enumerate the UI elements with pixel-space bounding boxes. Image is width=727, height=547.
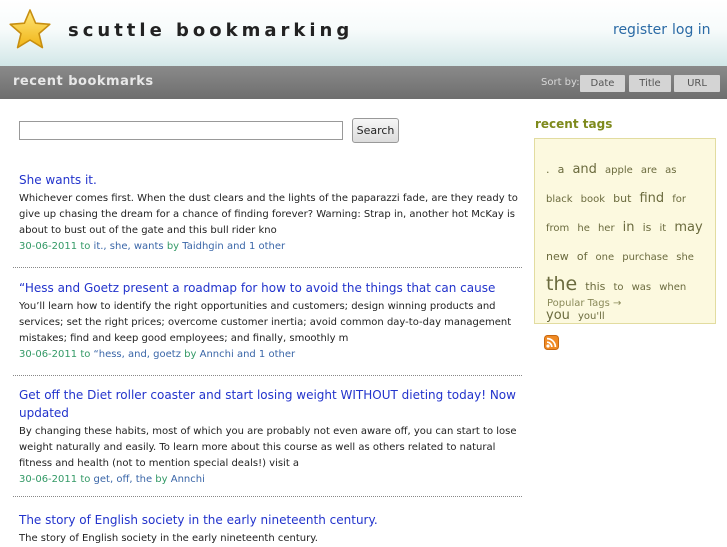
bookmark-by: by — [155, 474, 168, 485]
tag-link[interactable]: may — [674, 220, 703, 235]
tag-link[interactable]: this — [585, 280, 606, 293]
bookmark-meta — [19, 239, 522, 255]
rss-icon[interactable] — [544, 335, 559, 350]
section-title: recent bookmarks — [13, 74, 154, 89]
tag-link[interactable]: it — [659, 223, 667, 234]
tag-link[interactable]: of — [576, 250, 588, 263]
login-link[interactable]: log in — [672, 22, 711, 38]
recent-tags-heading: recent tags — [535, 117, 613, 131]
tag-link[interactable]: for — [672, 194, 687, 205]
bookmark-item — [13, 386, 522, 497]
tag-link[interactable]: and — [572, 162, 597, 177]
bookmark-to: to — [80, 349, 91, 360]
section-bar — [0, 66, 727, 99]
tag-link[interactable]: the — [546, 273, 578, 295]
tag-link[interactable]: he — [577, 223, 590, 234]
bookmark-user-link[interactable]: Taidhgin — [182, 241, 224, 252]
bookmark-description: You’ll learn how to identify the right opportunities and customers; design winning products and services; set the right prices; overcome customer inertia; avoid common day-to-day management mistakes; find and keep good employees; and finally, smoothly m — [19, 301, 512, 344]
tag-link[interactable]: in — [622, 220, 635, 235]
bookmark-item — [13, 279, 522, 376]
bookmark-title-link[interactable]: Get off the Diet roller coaster and start losing weight WITHOUT dieting today! Now updated — [19, 388, 516, 420]
tag-link[interactable]: from — [546, 223, 570, 234]
tag-link[interactable]: purchase — [622, 252, 669, 263]
tag-link[interactable]: her — [597, 223, 615, 234]
tag-link[interactable]: one — [595, 252, 615, 263]
bookmark-date: 30-06-2011 — [19, 474, 78, 485]
sort-url-button[interactable]: URL — [674, 75, 720, 92]
tag-link[interactable]: when — [659, 282, 687, 293]
tag-cloud — [534, 138, 716, 324]
bookmark-to: to — [80, 241, 91, 252]
search-button[interactable]: Search — [352, 118, 399, 143]
tag-link[interactable]: find — [639, 191, 665, 206]
bookmark-by: by — [166, 241, 180, 252]
bookmark-meta — [19, 472, 522, 488]
bookmark-item — [13, 171, 522, 268]
bookmark-item — [13, 511, 522, 545]
register-link[interactable]: register — [613, 22, 667, 38]
tag-link[interactable]: as — [665, 165, 677, 176]
search-input[interactable] — [19, 121, 343, 140]
bookmark-tags-link[interactable]: it., she, wants — [93, 241, 164, 252]
bookmark-tags-link[interactable]: “hess, and, goetz — [93, 349, 181, 360]
tag-link[interactable]: but — [613, 192, 632, 205]
star-icon[interactable] — [7, 7, 53, 53]
sort-date-button[interactable]: Date — [580, 75, 625, 92]
tag-link[interactable]: book — [580, 194, 606, 205]
sort-label: Sort by: — [541, 77, 580, 88]
bookmark-others-link[interactable]: and 1 other — [236, 349, 296, 360]
popular-tags-link[interactable]: Popular Tags → — [547, 298, 622, 309]
bookmark-date: 30-06-2011 — [19, 241, 78, 252]
bookmark-to: to — [80, 474, 91, 485]
tag-link[interactable]: . — [546, 163, 550, 176]
tag-link[interactable]: are — [640, 165, 658, 176]
bookmark-title-link[interactable]: The story of English society in the early nineteenth century. — [19, 513, 378, 527]
tag-link[interactable]: was — [631, 282, 652, 293]
site-title[interactable]: scuttle bookmarking — [68, 20, 354, 41]
bookmark-meta — [19, 347, 522, 363]
tag-link[interactable]: apple — [605, 165, 633, 176]
bookmark-user-link[interactable]: Annchi — [199, 349, 234, 360]
tag-link[interactable]: is — [642, 221, 652, 234]
bookmark-description: The story of English society in the early nineteenth century. — [19, 533, 318, 544]
bookmark-others-link[interactable]: and 1 other — [226, 241, 286, 252]
tag-link[interactable]: to — [613, 282, 624, 293]
tag-link[interactable]: you'll — [577, 311, 605, 322]
tag-link[interactable]: new — [546, 250, 569, 263]
bookmark-by: by — [184, 349, 197, 360]
bookmark-title-link[interactable]: She wants it. — [19, 173, 97, 187]
tag-link[interactable]: she — [676, 252, 694, 263]
bookmark-user-link[interactable]: Annchi — [170, 474, 205, 485]
bookmark-description: Whichever comes first. When the dust clears and the lights of the paparazzi fade, are they ready to give up chasing the dream for a chance of finding forever? Warning: Strap in, another hot McKay is about to bust out of the gate and this bull rider kno — [19, 193, 518, 236]
header — [0, 0, 727, 66]
bookmark-tags-link[interactable]: get, off, the — [93, 474, 153, 485]
tag-link[interactable]: a — [557, 163, 565, 176]
bookmark-date: 30-06-2011 — [19, 349, 78, 360]
tag-link[interactable]: you — [546, 308, 570, 323]
sort-title-button[interactable]: Title — [629, 75, 671, 92]
tag-link[interactable]: black — [546, 194, 573, 205]
bookmark-description: By changing these habits, most of which you are probably not even aware off, you can start to lose weight naturally and easily. To learn more about this course as well as others related to natural fitness and health (not to mention special deals!) visit a — [19, 426, 517, 469]
bookmark-title-link[interactable]: “Hess and Goetz present a roadmap for how to avoid the things that can cause — [19, 281, 496, 295]
